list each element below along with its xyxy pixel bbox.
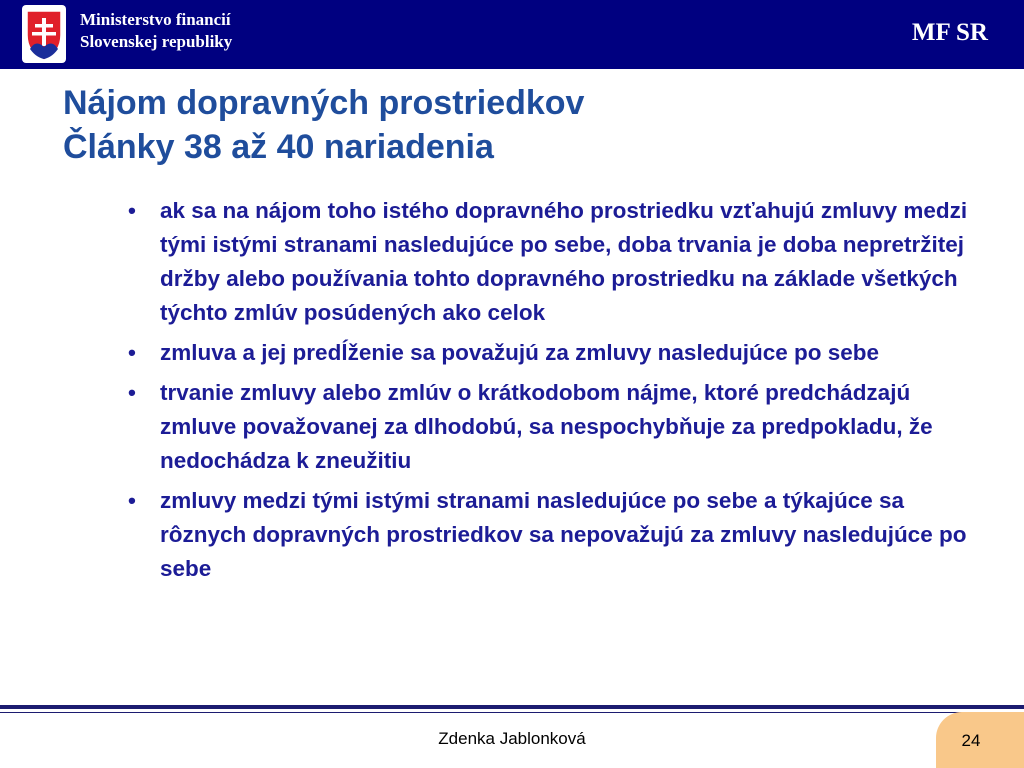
slide-title-line-1: Nájom dopravných prostriedkov — [63, 84, 585, 122]
page-number: 24 — [961, 731, 981, 750]
footer-author: Zdenka Jablonková — [438, 729, 586, 748]
organization-name — [80, 9, 232, 53]
organization-code: MF SR — [911, 19, 988, 46]
page-number-badge — [936, 712, 1024, 768]
bullet-item: • zmluva a jej predĺženie sa považujú za zmluvy nasledujúce po sebe — [128, 336, 978, 370]
bullet-item: • trvanie zmluvy alebo zmlúv o krátkodobom nájme, ktoré predchádzajú zmluve považovanej za dlhodobú, sa nespochybňuje za predpokladu, že nedochádza k zneužitiu — [128, 376, 978, 478]
bullet-list — [128, 194, 978, 592]
header-bar — [0, 0, 1024, 69]
slide-title — [63, 81, 584, 169]
slide-title-line-2: Články 38 až 40 nariadenia — [63, 128, 494, 166]
footer-divider-thin — [0, 712, 1024, 713]
bullet-item: • ak sa na nájom toho istého dopravného prostriedku vzťahujú zmluvy medzi tými istými stranami nasledujúce po sebe, doba trvania je doba nepretržitej držby alebo používania tohto dopravného prostriedku na základe všetkých týchto zmlúv posúdených ako celok — [128, 194, 978, 330]
bullet-item: • zmluvy medzi tými istými stranami nasledujúce po sebe a týkajúce sa rôznych dopravných prostriedkov sa nepovažujú za zmluvy nasledujúce po sebe — [128, 484, 978, 586]
slovak-coat-of-arms-icon — [22, 5, 66, 63]
footer-divider — [0, 705, 1024, 709]
organization-name-line-1: Ministerstvo financií — [80, 10, 231, 29]
organization-name-line-2: Slovenskej republiky — [80, 32, 233, 51]
